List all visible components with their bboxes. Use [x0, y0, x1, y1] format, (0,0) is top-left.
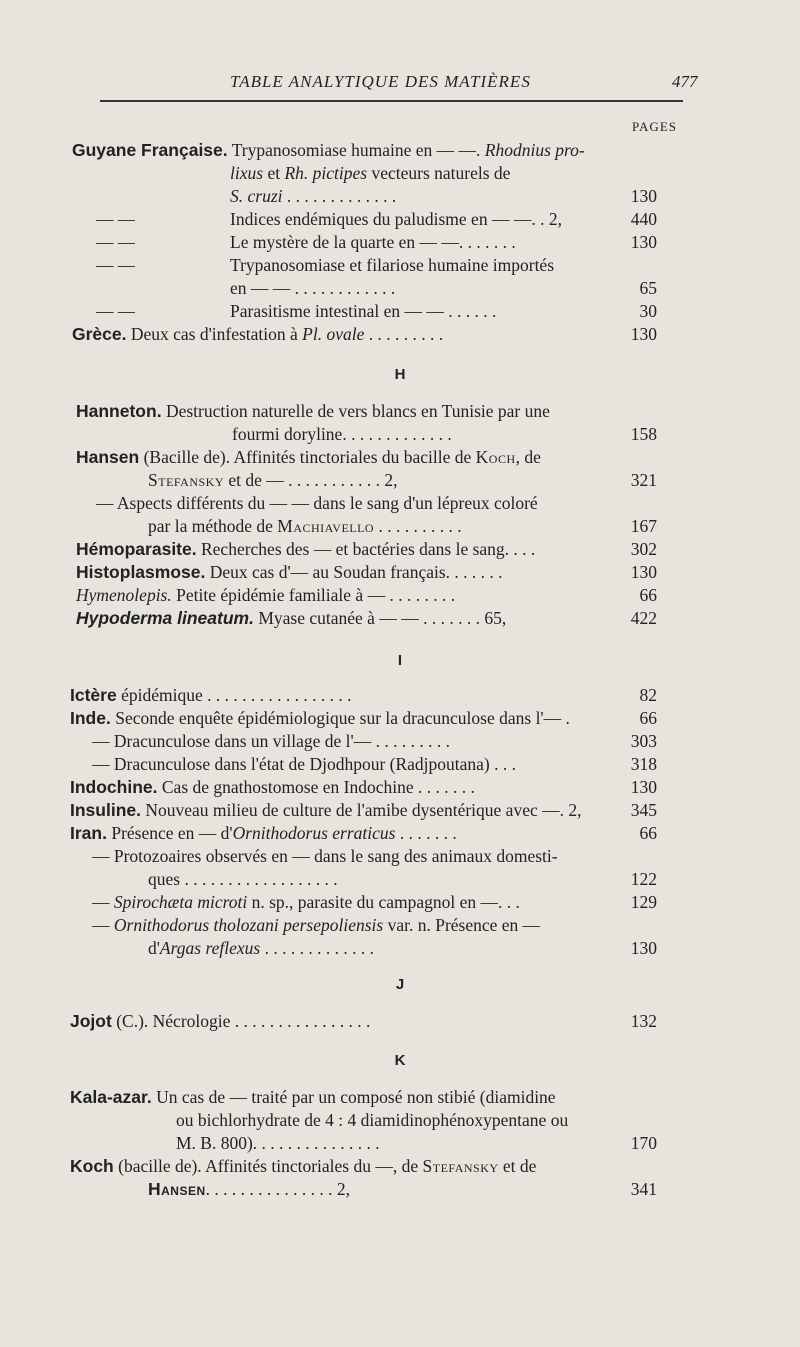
entry-head: Iran.	[70, 823, 107, 843]
entry-page: 130	[630, 324, 657, 344]
entry-page: 130	[630, 186, 657, 206]
entry-page: 82	[639, 685, 657, 705]
entry-dots: . . . . . . . . . .	[374, 516, 462, 536]
entry-head: Inde.	[70, 708, 111, 728]
entry-italic: Spirochæta microti	[113, 892, 248, 912]
entry-text: Indices endémiques du paludisme en — —. . 2,	[230, 209, 562, 229]
entry-dash: — —	[96, 255, 136, 275]
section-letter-j: J	[395, 976, 405, 993]
entry-text: épidémique . . . . . . . . . . . . . . . . .	[116, 685, 352, 705]
entry-page: 130	[630, 777, 657, 797]
entry-italic: Pl. ovale	[302, 324, 365, 344]
section-letter-h: H	[394, 366, 406, 383]
entry-page: 122	[630, 869, 657, 889]
entry-page: 130	[630, 938, 657, 958]
entry-text: en — — . . . . . . . . . . . .	[230, 278, 396, 298]
index-entry	[0, 320, 800, 348]
entry-text: fourmi doryline. . . . . . . . . . . . .	[232, 424, 452, 444]
index-entry-cont	[0, 1175, 800, 1203]
entry-smallcaps: Machiavello	[277, 516, 375, 536]
entry-text: — Dracunculose dans l'état de Djodhpour (Radjpoutana) . . .	[92, 754, 517, 774]
entry-page: 66	[639, 823, 657, 843]
entry-text: Trypanosomiase et filariose humaine importés	[230, 255, 555, 275]
entry-head: Hypoderma lineatum.	[76, 608, 254, 628]
entry-text: et de	[498, 1156, 537, 1176]
entry-smallcaps: Hansen	[148, 1179, 206, 1199]
entry-italic: Rh. pictipes	[284, 163, 368, 183]
entry-head: Hanneton.	[76, 401, 162, 421]
entry-dots: . . . . . . . . .	[364, 324, 444, 344]
entry-text: Myase cutanée à — — . . . . . . . 65,	[253, 608, 507, 628]
entry-text: ou bichlorhydrate de 4 : 4 diamidinophénoxypentane ou	[176, 1110, 569, 1130]
entry-italic: lixus	[230, 163, 264, 183]
entry-page: 66	[639, 708, 657, 728]
entry-text: Deux cas d'infestation à	[126, 324, 303, 344]
entry-page: 440	[630, 209, 657, 229]
entry-dots: . . . . . . .	[395, 823, 457, 843]
entry-page: 130	[630, 232, 657, 252]
entry-text: Seconde enquête épidémiologique sur la dracunculose dans l'— .	[110, 708, 570, 728]
entry-text: Recherches des — et bactéries dans le sang. . . .	[196, 539, 536, 559]
entry-text: — Protozoaires observés en — dans le sang des animaux domesti-	[92, 846, 558, 866]
entry-page: 129	[630, 892, 657, 912]
entry-page: 158	[630, 424, 657, 444]
header-rule	[100, 100, 683, 102]
entry-text: Trypanosomiase humaine en — —.	[227, 140, 485, 160]
entry-text: Petite épidémie familiale à — . . . . . . . .	[171, 585, 456, 605]
entry-page: 318	[630, 754, 657, 774]
entry-page: 341	[630, 1179, 657, 1199]
entry-head: Kala-azar.	[70, 1087, 152, 1107]
entry-text: d'	[148, 938, 160, 958]
entry-text: Un cas de — traité par un composé non stibié (diamidine	[151, 1087, 556, 1107]
entry-head: Ictère	[70, 685, 117, 705]
entry-dash: —	[92, 892, 114, 912]
entry-head: Jojot	[70, 1011, 112, 1031]
entry-text: , de	[515, 447, 541, 467]
entry-dash: — —	[96, 209, 136, 229]
entry-text: et	[263, 163, 285, 183]
entry-head: Hansen	[76, 447, 140, 467]
entry-italic: Argas reflexus	[159, 938, 261, 958]
entry-text: Parasitisme intestinal en — — . . . . . .	[230, 301, 497, 321]
pages-column-label: PAGES	[632, 119, 677, 134]
entry-smallcaps: Stefansky	[148, 470, 225, 490]
index-subentry-cont	[0, 934, 800, 962]
entry-page: 30	[639, 301, 657, 321]
entry-page: 303	[630, 731, 657, 751]
entry-text: Présence en — d'	[106, 823, 233, 843]
entry-head: Guyane Française.	[72, 140, 228, 160]
entry-page: 167	[630, 516, 657, 536]
entry-smallcaps: Stefansky	[422, 1156, 499, 1176]
entry-italic: Rhodnius pro-	[484, 140, 585, 160]
entry-text: — Dracunculose dans un village de l'— . . . . . . . . .	[92, 731, 450, 751]
entry-text: (C.). Nécrologie . . . . . . . . . . . . . . . .	[111, 1011, 371, 1031]
entry-page: 66	[639, 585, 657, 605]
entry-page: 321	[630, 470, 657, 490]
entry-page: 65	[639, 278, 657, 298]
entry-head: Histoplasmose.	[76, 562, 206, 582]
index-entry	[0, 604, 800, 632]
entry-head: Hymenolepis.	[76, 585, 172, 605]
running-header	[0, 72, 800, 98]
entry-page: 302	[630, 539, 657, 559]
entry-italic: Ornithodorus erraticus	[232, 823, 396, 843]
index-entry	[0, 1007, 800, 1035]
entry-text: Destruction naturelle de vers blancs en Tunisie par une	[161, 401, 550, 421]
entry-dash: —	[92, 915, 114, 935]
entry-head: Insuline.	[70, 800, 141, 820]
section-letter-i: I	[397, 652, 403, 669]
entry-italic: S. cruzi	[230, 186, 283, 206]
entry-text: Deux cas d'— au Soudan français. . . . . . .	[205, 562, 503, 582]
entry-head: Grèce.	[72, 324, 127, 344]
entry-text: vecteurs naturels de	[367, 163, 511, 183]
entry-text: Cas de gnathostomose en Indochine . . . . . . .	[157, 777, 475, 797]
entry-page: 130	[630, 562, 657, 582]
entry-text: var. n. Présence en —	[383, 915, 541, 935]
section-letter-k: K	[394, 1052, 406, 1069]
entry-page: 345	[630, 800, 657, 820]
entry-dots: . . . . . . . . . . . . .	[260, 938, 374, 958]
entry-smallcaps: Koch	[475, 447, 516, 467]
entry-text: Nouveau milieu de culture de l'amibe dysentérique avec —. 2,	[140, 800, 582, 820]
entry-page: 170	[630, 1133, 657, 1153]
entry-text: ques . . . . . . . . . . . . . . . . . .	[148, 869, 338, 889]
entry-dash: — —	[96, 232, 136, 252]
entry-italic: Ornithodorus tholozani persepoliensis	[113, 915, 384, 935]
entry-head: Koch	[70, 1156, 114, 1176]
entry-text: (Bacille de). Affinités tinctoriales du bacille de	[139, 447, 476, 467]
entry-text: n. sp., parasite du campagnol en —. . .	[247, 892, 520, 912]
entry-text: M. B. 800). . . . . . . . . . . . . . .	[176, 1133, 380, 1153]
entry-dots: . . . . . . . . . . . . .	[282, 186, 397, 206]
entry-dots: . . . . . . . . . . . . . . . 2,	[205, 1179, 351, 1199]
entry-head: Hémoparasite.	[76, 539, 197, 559]
entry-text: — Aspects différents du — — dans le sang d'un lépreux coloré	[96, 493, 538, 513]
entry-text: Le mystère de la quarte en — —. . . . . . .	[230, 232, 516, 252]
entry-page: 422	[630, 608, 657, 628]
entry-head: Indochine.	[70, 777, 158, 797]
entry-text: par la méthode de	[148, 516, 278, 536]
entry-dash: — —	[96, 301, 136, 321]
entry-text: et de — . . . . . . . . . . . 2,	[224, 470, 398, 490]
entry-page: 132	[630, 1011, 657, 1031]
entry-text: (bacille de). Affinités tinctoriales du —, de	[113, 1156, 423, 1176]
page-number: 477	[672, 72, 698, 91]
header-title: TABLE ANALYTIQUE DES MATIÈRES	[230, 72, 531, 91]
